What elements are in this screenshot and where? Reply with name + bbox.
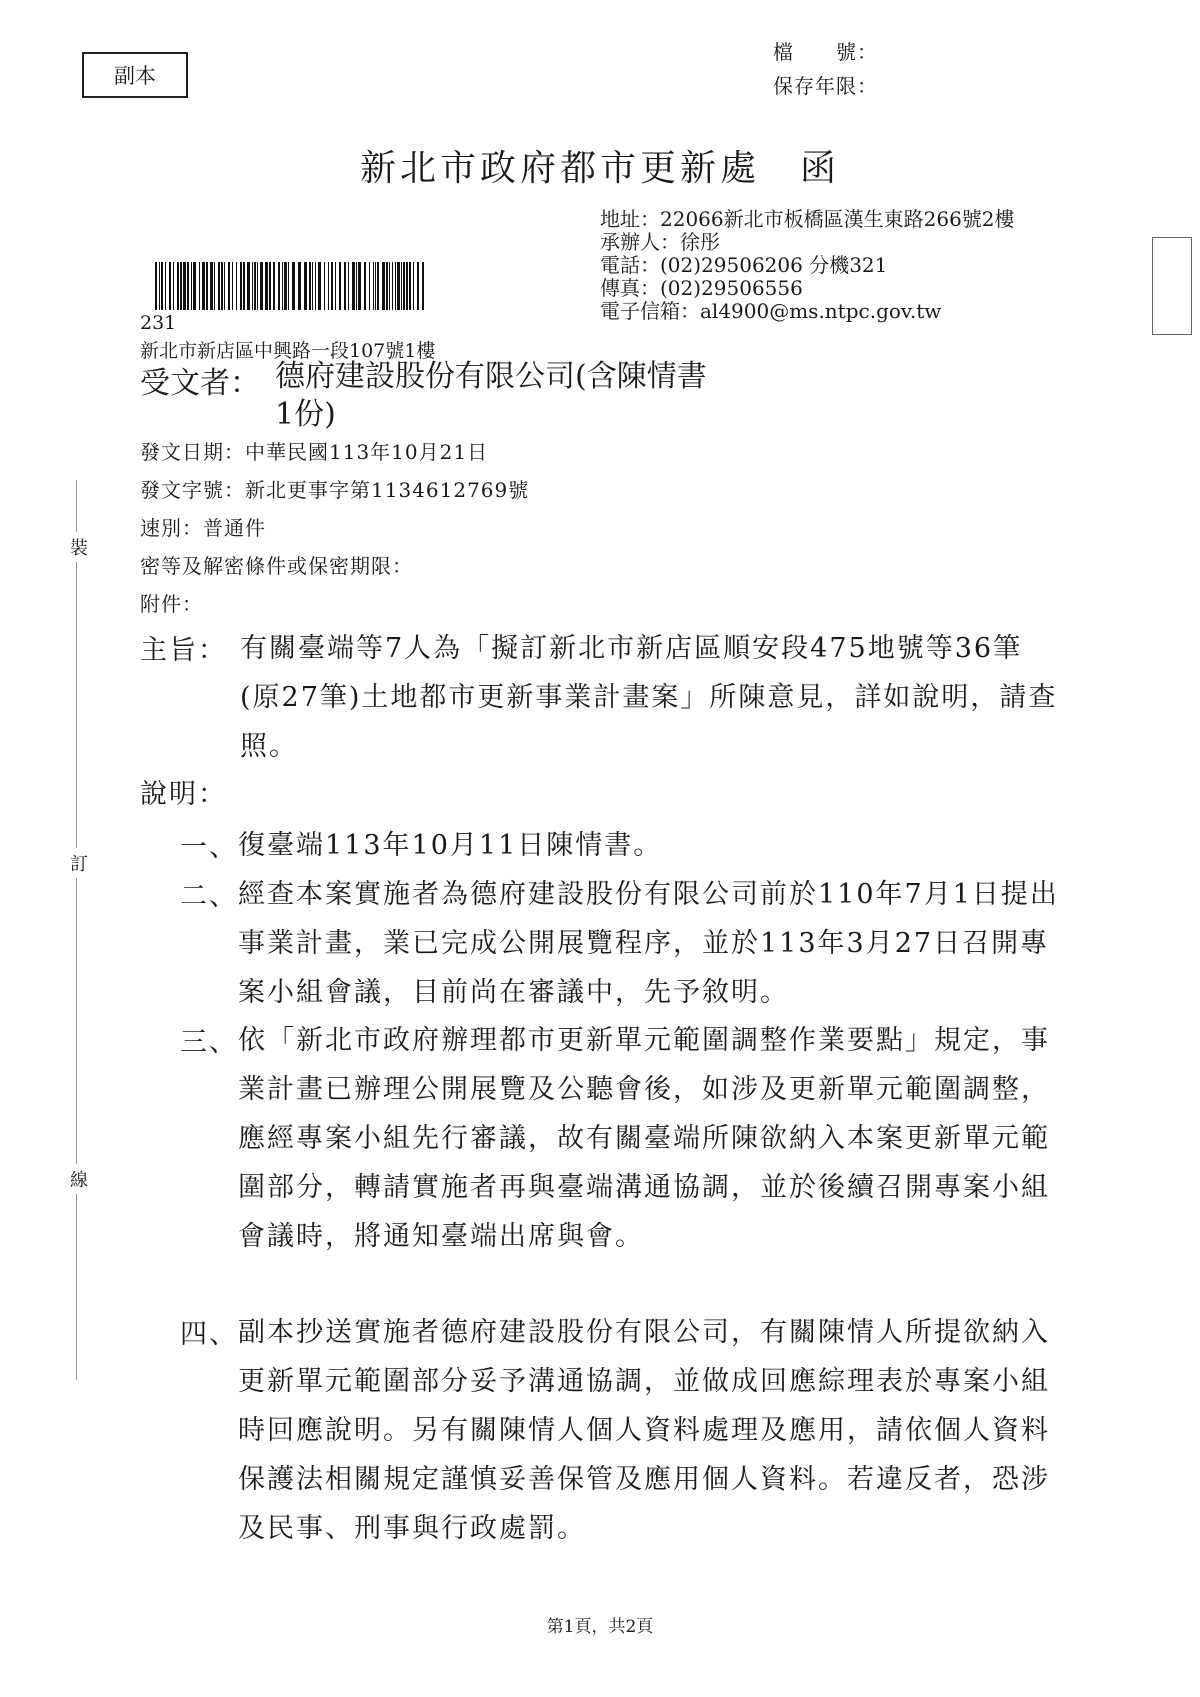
classification: 密等及解密條件或保密期限： xyxy=(140,554,413,578)
document-title: 新北市政府都市更新處 函 xyxy=(359,148,840,189)
copy-label-box xyxy=(82,52,188,98)
sender-fax: 傳真：(02)29506556 xyxy=(600,276,803,300)
binding-mark: 線 xyxy=(70,1164,88,1194)
item-text: 副本抄送實施者德府建設股份有限公司，有關陳情人所提欲納入更新單元範圍部分妥予溝通協調，並做成回應綜理表於專案小組時回應說明。另有關陳情人個人資料處理及應用，請依個人資料保護法相關規定謹慎妥善保管及應用個人資料。若違反者，恐涉及民事、刑事與行政處罰。 xyxy=(238,1317,1050,1544)
issue-date: 發文日期：中華民國113年10月21日 xyxy=(140,440,489,464)
recipient-label: 受文者： xyxy=(140,366,260,401)
subject-label: 主旨： xyxy=(140,635,227,666)
sender-address: 地址：22066新北市板橋區漢生東路266號2樓 xyxy=(600,207,1015,231)
document-number: 發文字號：新北更事字第1134612769號 xyxy=(140,478,530,502)
explanation-label: 說明： xyxy=(140,779,227,810)
item-number: 三、 xyxy=(180,1027,238,1058)
urgency: 速別：普通件 xyxy=(140,516,266,540)
binding-mark: 訂 xyxy=(70,848,88,878)
receipt-stamp xyxy=(1152,237,1192,335)
file-number-label: 檔 號： xyxy=(773,40,878,64)
attachments: 附件： xyxy=(140,592,203,616)
item-number: 一、 xyxy=(180,832,238,863)
item-number: 四、 xyxy=(180,1319,238,1350)
sender-phone: 電話：(02)29506206 分機321 xyxy=(600,253,888,277)
item-text: 復臺端113年10月11日陳情書。 xyxy=(238,830,663,861)
item-number: 二、 xyxy=(180,881,238,912)
binding-margin-line xyxy=(76,480,77,1380)
copy-label: 副本 xyxy=(114,64,156,88)
sender-email: 電子信箱：al4900@ms.ntpc.gov.tw xyxy=(600,299,942,323)
recipient-zip: 231 xyxy=(140,312,177,334)
subject-text: 有關臺端等7人為「擬訂新北市新店區順安段475地號等36筆(原27筆)土地都市更新事業計畫案」所陳意見，詳如說明，請查照。 xyxy=(240,633,1058,762)
postal-barcode xyxy=(155,262,427,310)
item-text: 依「新北市政府辦理都市更新單元範圍調整作業要點」規定，事業計畫已辦理公開展覽及公聽會後，如涉及更新單元範圍調整，應經專案小組先行審議，故有關臺端所陳欲納入本案更新單元範圍部分，轉請實施者再與臺端溝通協調，並於後續召開專案小組會議時，將通知臺端出席與會。 xyxy=(238,1025,1050,1252)
sender-info xyxy=(600,208,1015,323)
recipient-address: 新北市新店區中興路一段107號1樓 xyxy=(140,340,436,362)
binding-mark: 裝 xyxy=(70,532,88,562)
recipient-name: 德府建設股份有限公司(含陳情書1份) xyxy=(275,359,707,432)
item-text: 經查本案實施者為德府建設股份有限公司前於110年7月1日提出事業計畫，業已完成公開展覽程序，並於113年3月27日召開專案小組會議，目前尚在審議中，先予敘明。 xyxy=(238,879,1059,1008)
sender-contact: 承辦人：徐彤 xyxy=(600,230,720,254)
page-number: 第1頁，共2頁 xyxy=(546,1617,654,1637)
retention-period-label: 保存年限： xyxy=(773,74,878,98)
